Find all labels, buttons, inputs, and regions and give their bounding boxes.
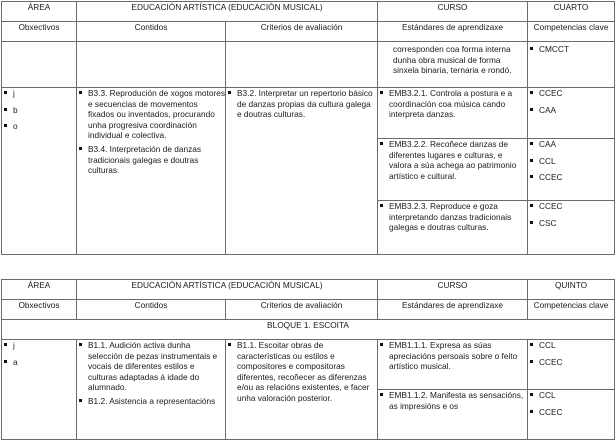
objectives-cell xyxy=(2,88,77,255)
objective-item: o xyxy=(2,121,76,132)
competences-cell xyxy=(528,88,615,139)
column-header-objectives: Obxectivos xyxy=(2,22,77,42)
competence-item: CAA xyxy=(528,139,614,150)
competences-cell xyxy=(528,340,615,390)
standard-cell xyxy=(378,340,528,390)
standard-item: EMB3.2.3. Reproduce e goza interpretando danzas tradicionais galegas e doutras culturas. xyxy=(378,201,527,233)
contents-cell xyxy=(77,340,226,440)
area-header: ÁREA xyxy=(2,2,77,22)
subject-header: EDUCACIÓN ARTÍSTICA (EDUCACIÓN MUSICAL) xyxy=(77,280,378,300)
contents-cell xyxy=(77,88,226,255)
continuation-row xyxy=(2,42,615,88)
column-header-competences: Competencias clave xyxy=(528,22,615,42)
standard-item: EMB1.1.2. Manifesta as sensacións, as impresións e os xyxy=(378,390,527,411)
criteria-cell xyxy=(226,340,378,440)
column-header-contents: Contidos xyxy=(77,300,226,320)
standard-item: EMB3.2.2. Recoñece danzas de diferentes lugares e culturas, e valora a súa achega ao patrimonio artístico e cultural. xyxy=(378,139,527,181)
curriculum-table-quinto xyxy=(1,279,615,440)
competence-item: CSC xyxy=(528,218,614,229)
curriculum-table-cuarto xyxy=(1,1,615,255)
content-item: B3.4. Interpretación de danzas tradicionais galegas e doutras culturas. xyxy=(77,144,225,176)
criterion-item: B3.2. Interpretar un repertorio básico de danzas propias da cultura galega e doutras culturas. xyxy=(226,88,377,120)
standard-item: EMB1.1.1. Expresa as súas apreciacións persoais sobre o feito artístico musical. xyxy=(378,340,527,372)
standard-item: EMB3.2.1. Controla a postura e a coordinación coa música cando interpreta danzas. xyxy=(378,88,527,120)
content-item: B1.2. Asistencia a representacións xyxy=(77,396,225,407)
table-row xyxy=(2,88,615,139)
year-header: CUARTO xyxy=(528,2,615,22)
content-item: B3.3. Reprodución de xogos motores e secuencias de movementos fixados ou inventados, procurando unha progresiva coordinación individual e colectiva. xyxy=(77,88,225,141)
year-header: QUINTO xyxy=(528,280,615,300)
standard-cell xyxy=(378,390,528,440)
competence-item: CCL xyxy=(528,340,614,351)
competence-item: CCEC xyxy=(528,172,614,183)
column-header-row xyxy=(2,22,615,42)
column-header-objectives: Obxectivos xyxy=(2,300,77,320)
competence-item: CCEC xyxy=(528,357,614,368)
objective-item: j xyxy=(2,340,76,351)
column-header-competences: Competencias clave xyxy=(528,300,615,320)
header-row xyxy=(2,280,615,300)
standard-cell xyxy=(378,201,528,255)
objective-item: j xyxy=(2,88,76,99)
column-header-row xyxy=(2,300,615,320)
competence-item: CCEC xyxy=(528,407,614,418)
standard-continuation: corresponden coa forma interna dunha obra musical de forma sinxela binaria, ternaria e rondó. xyxy=(378,42,528,88)
course-header: CURSO xyxy=(378,280,528,300)
competence-item: CCEC xyxy=(528,201,614,212)
standard-cell xyxy=(378,88,528,139)
objective-item: a xyxy=(2,357,76,368)
objective-item: b xyxy=(2,105,76,116)
criterion-item: B1.1. Escoitar obras de características ou estilos e compositores e compositoras diferentes, recoñecer as diferenzas e/ou as relacións existentes, e facer unha valoración posterior. xyxy=(226,340,377,404)
subject-header: EDUCACIÓN ARTÍSTICA (EDUCACIÓN MUSICAL) xyxy=(77,2,378,22)
competences-cell xyxy=(528,201,615,255)
block-title-row xyxy=(2,320,615,340)
competence-item: CMCCT xyxy=(528,44,614,55)
course-header: CURSO xyxy=(378,2,528,22)
competences-cell xyxy=(528,42,615,88)
empty-cell xyxy=(77,42,226,88)
content-item: B1.1. Audición activa dunha selección de pezas instrumentais e vocais de diferentes estilos e culturas adaptadas á idade do alumnado. xyxy=(77,340,225,393)
empty-cell xyxy=(226,42,378,88)
column-header-criteria: Criterios de avaliación xyxy=(226,22,378,42)
empty-cell xyxy=(2,42,77,88)
competences-cell xyxy=(528,139,615,201)
competences-cell xyxy=(528,390,615,440)
competence-item: CCL xyxy=(528,390,614,401)
block-title: BLOQUE 1. ESCOITA xyxy=(2,320,615,340)
competence-item: CCL xyxy=(528,156,614,167)
standard-cell xyxy=(378,139,528,201)
competence-item: CAA xyxy=(528,105,614,116)
competence-item: CCEC xyxy=(528,88,614,99)
column-header-contents: Contidos xyxy=(77,22,226,42)
area-header: ÁREA xyxy=(2,280,77,300)
header-row xyxy=(2,2,615,22)
column-header-standards: Estándares de aprendizaxe xyxy=(378,300,528,320)
column-header-criteria: Criterios de avaliación xyxy=(226,300,378,320)
objectives-cell xyxy=(2,340,77,440)
table-row xyxy=(2,340,615,390)
column-header-standards: Estándares de aprendizaxe xyxy=(378,22,528,42)
criteria-cell xyxy=(226,88,378,255)
